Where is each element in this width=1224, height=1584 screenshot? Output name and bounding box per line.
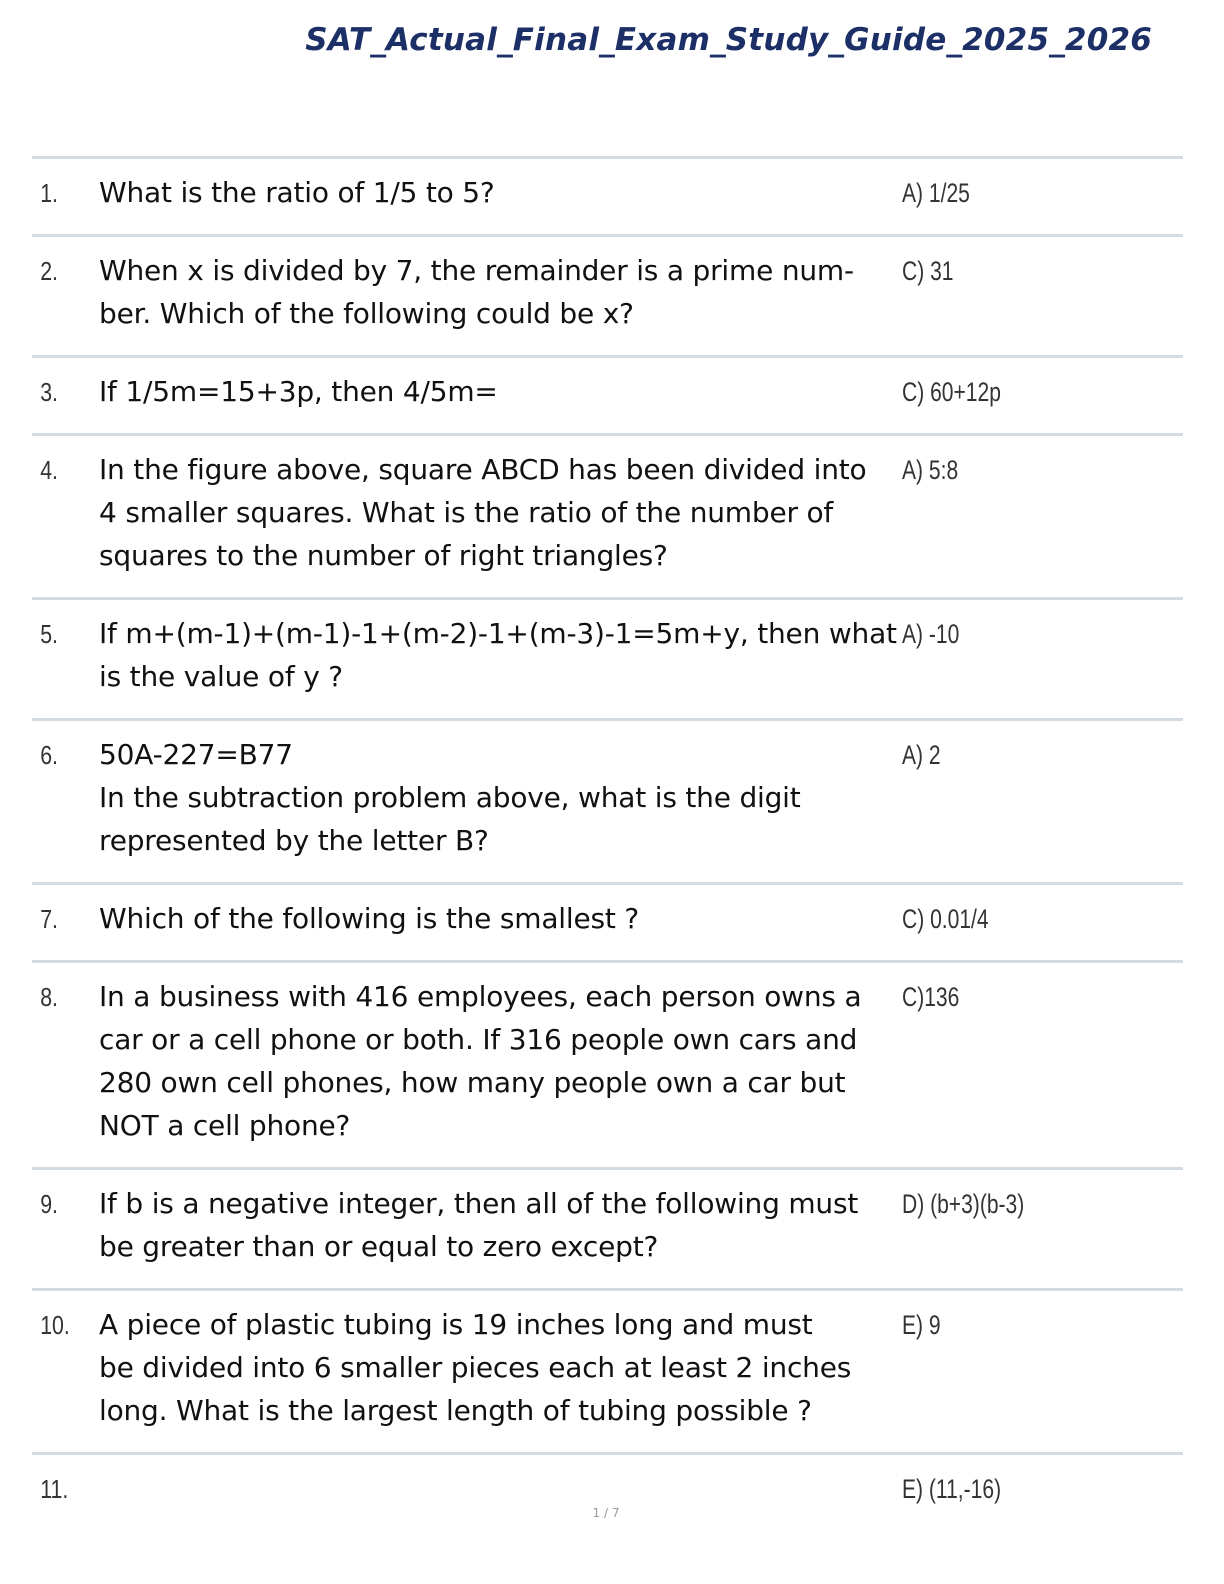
question-number: 1. bbox=[40, 178, 58, 208]
question-number: 10. bbox=[40, 1310, 70, 1340]
answer-text: A) 1/25 bbox=[902, 178, 970, 208]
qa-row bbox=[32, 159, 1183, 237]
question-number: 7. bbox=[40, 904, 58, 934]
question-text: 50A-227=B77 In the subtraction problem above, what is the digit represented by the letter B? bbox=[99, 738, 801, 857]
qa-row bbox=[32, 885, 1183, 963]
document-title: SAT_Actual_Final_Exam_Study_Guide_2025_2026 bbox=[305, 22, 1152, 58]
qa-row bbox=[32, 358, 1183, 436]
answer-text: A) 5:8 bbox=[902, 455, 959, 485]
question-text: What is the ratio of 1/5 to 5? bbox=[99, 176, 495, 209]
qa-row bbox=[32, 1291, 1183, 1455]
question-number: 6. bbox=[40, 740, 58, 770]
answer-text: A) -10 bbox=[902, 619, 960, 649]
answer-text: C)136 bbox=[902, 982, 960, 1012]
question-text: If 1/5m=15+3p, then 4/5m= bbox=[99, 375, 498, 408]
question-text: If m+(m-1)+(m-1)-1+(m-2)-1+(m-3)-1=5m+y, then what is the value of y ? bbox=[99, 617, 897, 693]
qa-row bbox=[32, 600, 1183, 721]
question-text: If b is a negative integer, then all of the following must be greater than or equal to zero except? bbox=[99, 1187, 859, 1263]
answer-text: E) (11,-16) bbox=[902, 1474, 1002, 1504]
qa-row bbox=[32, 721, 1183, 885]
question-text: In a business with 416 employees, each person owns a car or a cell phone or both. If 316 people own cars and 280 own cell phones, how many people own a car but NOT a cell phone? bbox=[99, 980, 862, 1142]
question-text: In the figure above, square ABCD has been divided into 4 smaller squares. What is the ratio of the number of squares to the number of right triangles? bbox=[99, 453, 867, 572]
question-number: 4. bbox=[40, 455, 58, 485]
question-number: 5. bbox=[40, 619, 58, 649]
answer-text: C) 0.01/4 bbox=[902, 904, 989, 934]
question-number: 9. bbox=[40, 1189, 58, 1219]
qa-row bbox=[32, 436, 1183, 600]
qa-row bbox=[32, 963, 1183, 1170]
answer-text: C) 60+12p bbox=[902, 377, 1001, 407]
question-number: 8. bbox=[40, 982, 58, 1012]
question-text: Which of the following is the smallest ? bbox=[99, 902, 640, 935]
answer-text: E) 9 bbox=[902, 1310, 941, 1340]
answer-text: D) (b+3)(b-3) bbox=[902, 1189, 1025, 1219]
question-text: A piece of plastic tubing is 19 inches long and must be divided into 6 smaller pieces each at least 2 inches long. What is the largest length of tubing possible ? bbox=[99, 1308, 852, 1427]
question-text: When x is divided by 7, the remainder is a prime num- ber. Which of the following could be x? bbox=[99, 254, 854, 330]
page-number: 1 / 7 bbox=[592, 1506, 620, 1520]
question-answer-list bbox=[32, 156, 1183, 1527]
qa-row bbox=[32, 1170, 1183, 1291]
question-number: 2. bbox=[40, 256, 58, 286]
answer-text: A) 2 bbox=[902, 740, 941, 770]
question-number: 11. bbox=[40, 1474, 69, 1504]
question-number: 3. bbox=[40, 377, 58, 407]
answer-text: C) 31 bbox=[902, 256, 954, 286]
qa-row bbox=[32, 237, 1183, 358]
